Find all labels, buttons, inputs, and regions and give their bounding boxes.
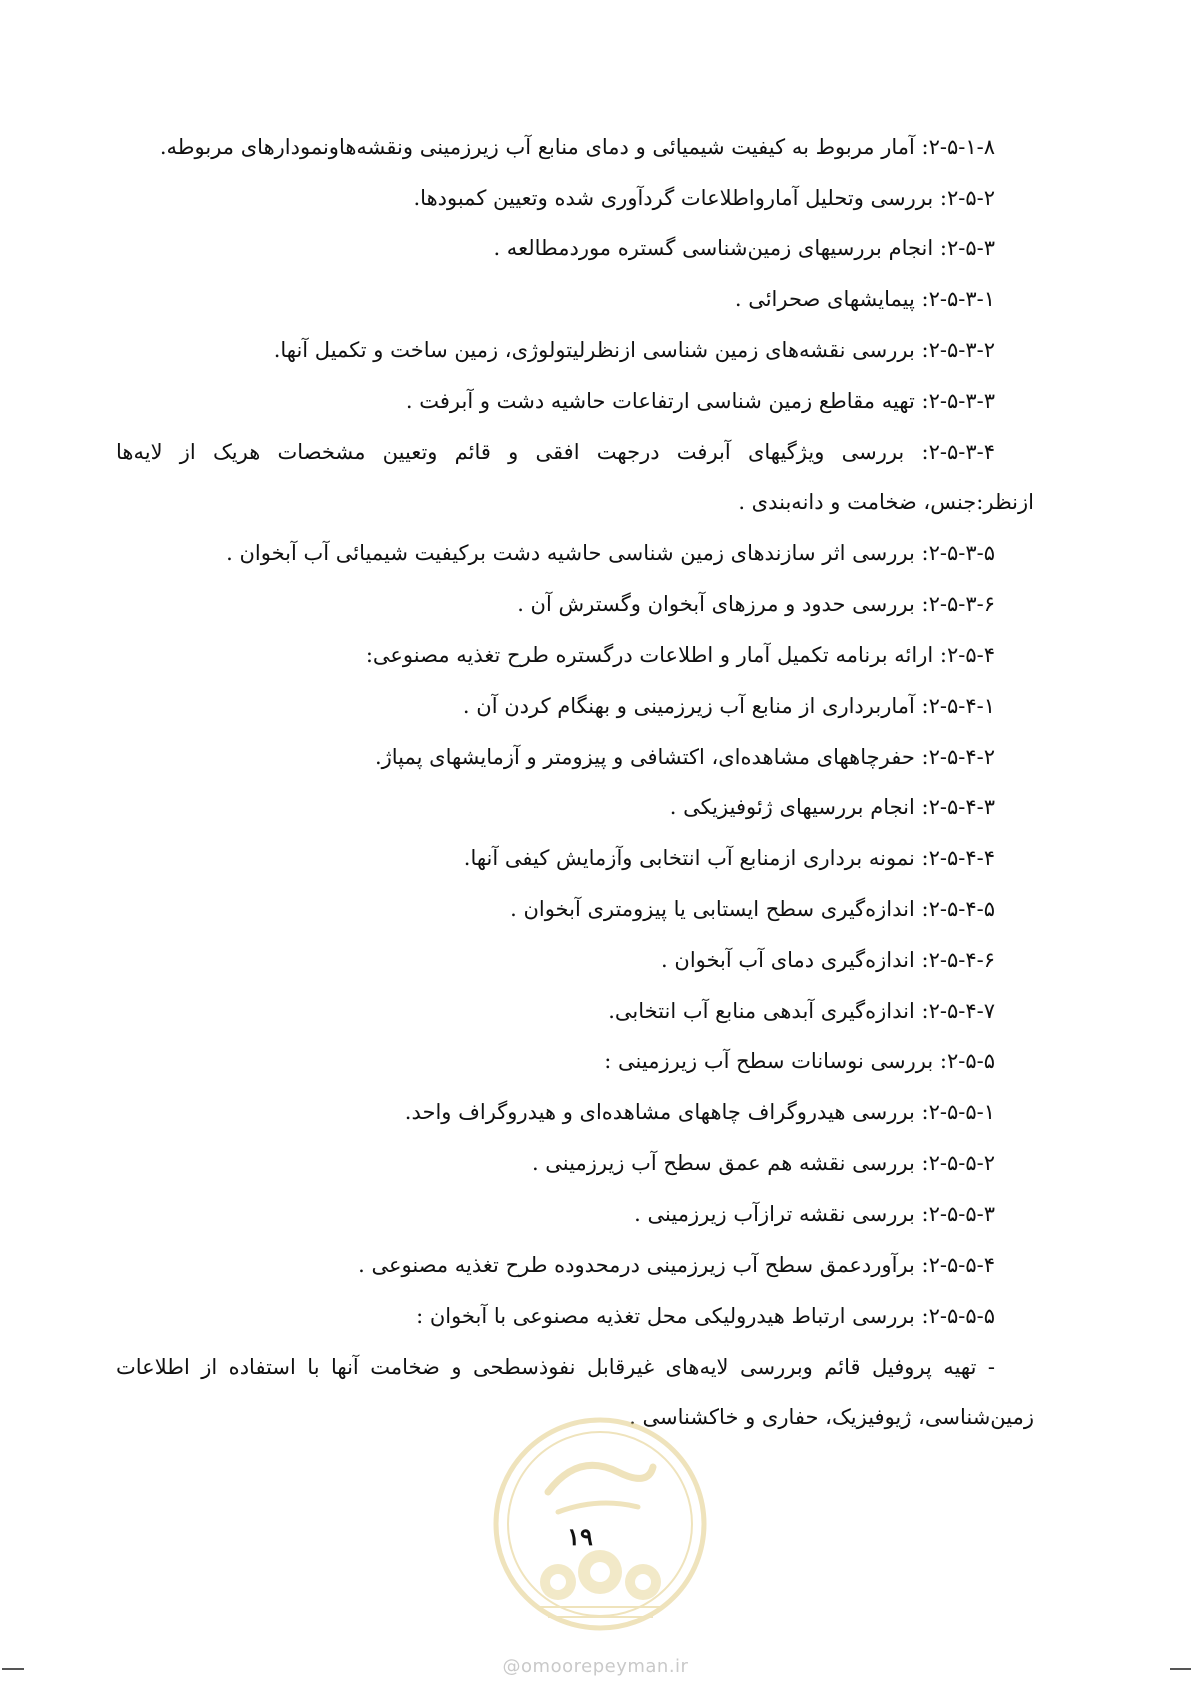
text-line: ۲-۵-۳-۴: بررسی ویژگیهای آبرفت درجهت افقی و قائم وتعیین مشخصات هریک از لایه‌ها: [116, 440, 995, 464]
text-line: ۲-۵-۴-۳: انجام بررسیهای ژئوفیزیکی .: [669, 795, 995, 819]
text-line: ۲-۵-۳-۱: پیمایشهای صحرائی .: [734, 287, 995, 311]
at-icon: @: [502, 1656, 522, 1677]
text-line: ۲-۵-۵-۴: برآوردعمق سطح آب زیرزمینی درمحدوده طرح تغذیه مصنوعی .: [358, 1253, 995, 1277]
text-line: ۲-۵-۵-۳: بررسی نقشه ترازآب زیرزمینی .: [634, 1202, 995, 1226]
text-line: ۲-۵-۵-۵: بررسی ارتباط هیدرولیکی محل تغذیه مصنوعی با آبخوان :: [416, 1304, 995, 1328]
footer-site-text: omoorepeyman.ir: [521, 1656, 689, 1677]
text-line: ۲-۵-۴-۷: اندازه‌گیری آبدهی منابع آب انتخابی.: [608, 999, 995, 1023]
text-line: ۲-۵-۴-۱: آماربرداری از منابع آب زیرزمینی و بهنگام کردن آن .: [462, 694, 995, 718]
text-line: ازنظر:جنس، ضخامت و دانه‌بندی .: [738, 490, 1034, 514]
text-line: ۲-۵-۳-۲: بررسی نقشه‌های زمین شناسی ازنظرلیتولوژی، زمین ساخت و تکمیل آنها.: [273, 338, 995, 362]
footer-site-link: [0, 1656, 1191, 1677]
text-line: ۲-۵-۴-۲: حفرچاههای مشاهده‌ای، اکتشافی و پیزومتر و آزمایشهای پمپاژ.: [374, 745, 995, 769]
text-line: ۲-۵-۴-۶: اندازه‌گیری دمای آب آبخوان .: [661, 948, 995, 972]
text-line: ۲-۵-۵: بررسی نوسانات سطح آب زیرزمینی :: [604, 1049, 995, 1073]
text-line: زمین‌شناسی، ژیوفیزیک، حفاری و خاکشناسی .: [629, 1405, 1034, 1429]
scan-edge-mark: [2, 1668, 24, 1670]
scan-edge-mark: [1170, 1668, 1191, 1670]
text-line: ۲-۵-۵-۲: بررسی نقشه هم عمق سطح آب زیرزمینی .: [531, 1151, 995, 1175]
text-line: - تهیه پروفیل قائم وبررسی لایه‌های غیرقابل نفوذسطحی و ضخامت آنها با استفاده از اطلاعات: [116, 1355, 995, 1379]
text-line: ۲-۵-۲: بررسی وتحلیل آمارواطلاعات گردآوری شده وتعیین کمبودها.: [413, 186, 995, 210]
text-line: ۲-۵-۳: انجام بررسیهای زمین‌شناسی گستره موردمطالعه .: [493, 236, 995, 260]
text-line: ۲-۵-۱-۸: آمار مربوط به کیفیت شیمیائی و دمای منابع آب زیرزمینی ونقشه‌هاونمودارهای مربوطه.: [159, 135, 995, 159]
text-line: ۲-۵-۴: ارائه برنامه تکمیل آمار و اطلاعات درگستره طرح تغذیه مصنوعی:: [365, 643, 995, 667]
text-line: ۲-۵-۵-۱: بررسی هیدروگراف چاههای مشاهده‌ای و هیدروگراف واحد.: [404, 1100, 995, 1124]
text-line: ۲-۵-۴-۴: نمونه برداری ازمنابع آب انتخابی وآزمایش کیفی آنها.: [463, 846, 995, 870]
text-line: ۲-۵-۴-۵: اندازه‌گیری سطح ایستابی یا پیزومتری آبخوان .: [510, 897, 995, 921]
text-line: ۲-۵-۳-۶: بررسی حدود و مرزهای آبخوان وگسترش آن .: [517, 592, 995, 616]
page-number: ۱۹: [567, 1522, 593, 1551]
text-line: ۲-۵-۳-۵: بررسی اثر سازندهای زمین شناسی حاشیه دشت برکیفیت شیمیائی آب آبخوان .: [226, 541, 995, 565]
text-line: ۲-۵-۳-۳: تهیه مقاطع زمین شناسی ارتفاعات حاشیه دشت و آبرفت .: [405, 389, 995, 413]
watermark-logo-icon: [488, 1412, 713, 1637]
